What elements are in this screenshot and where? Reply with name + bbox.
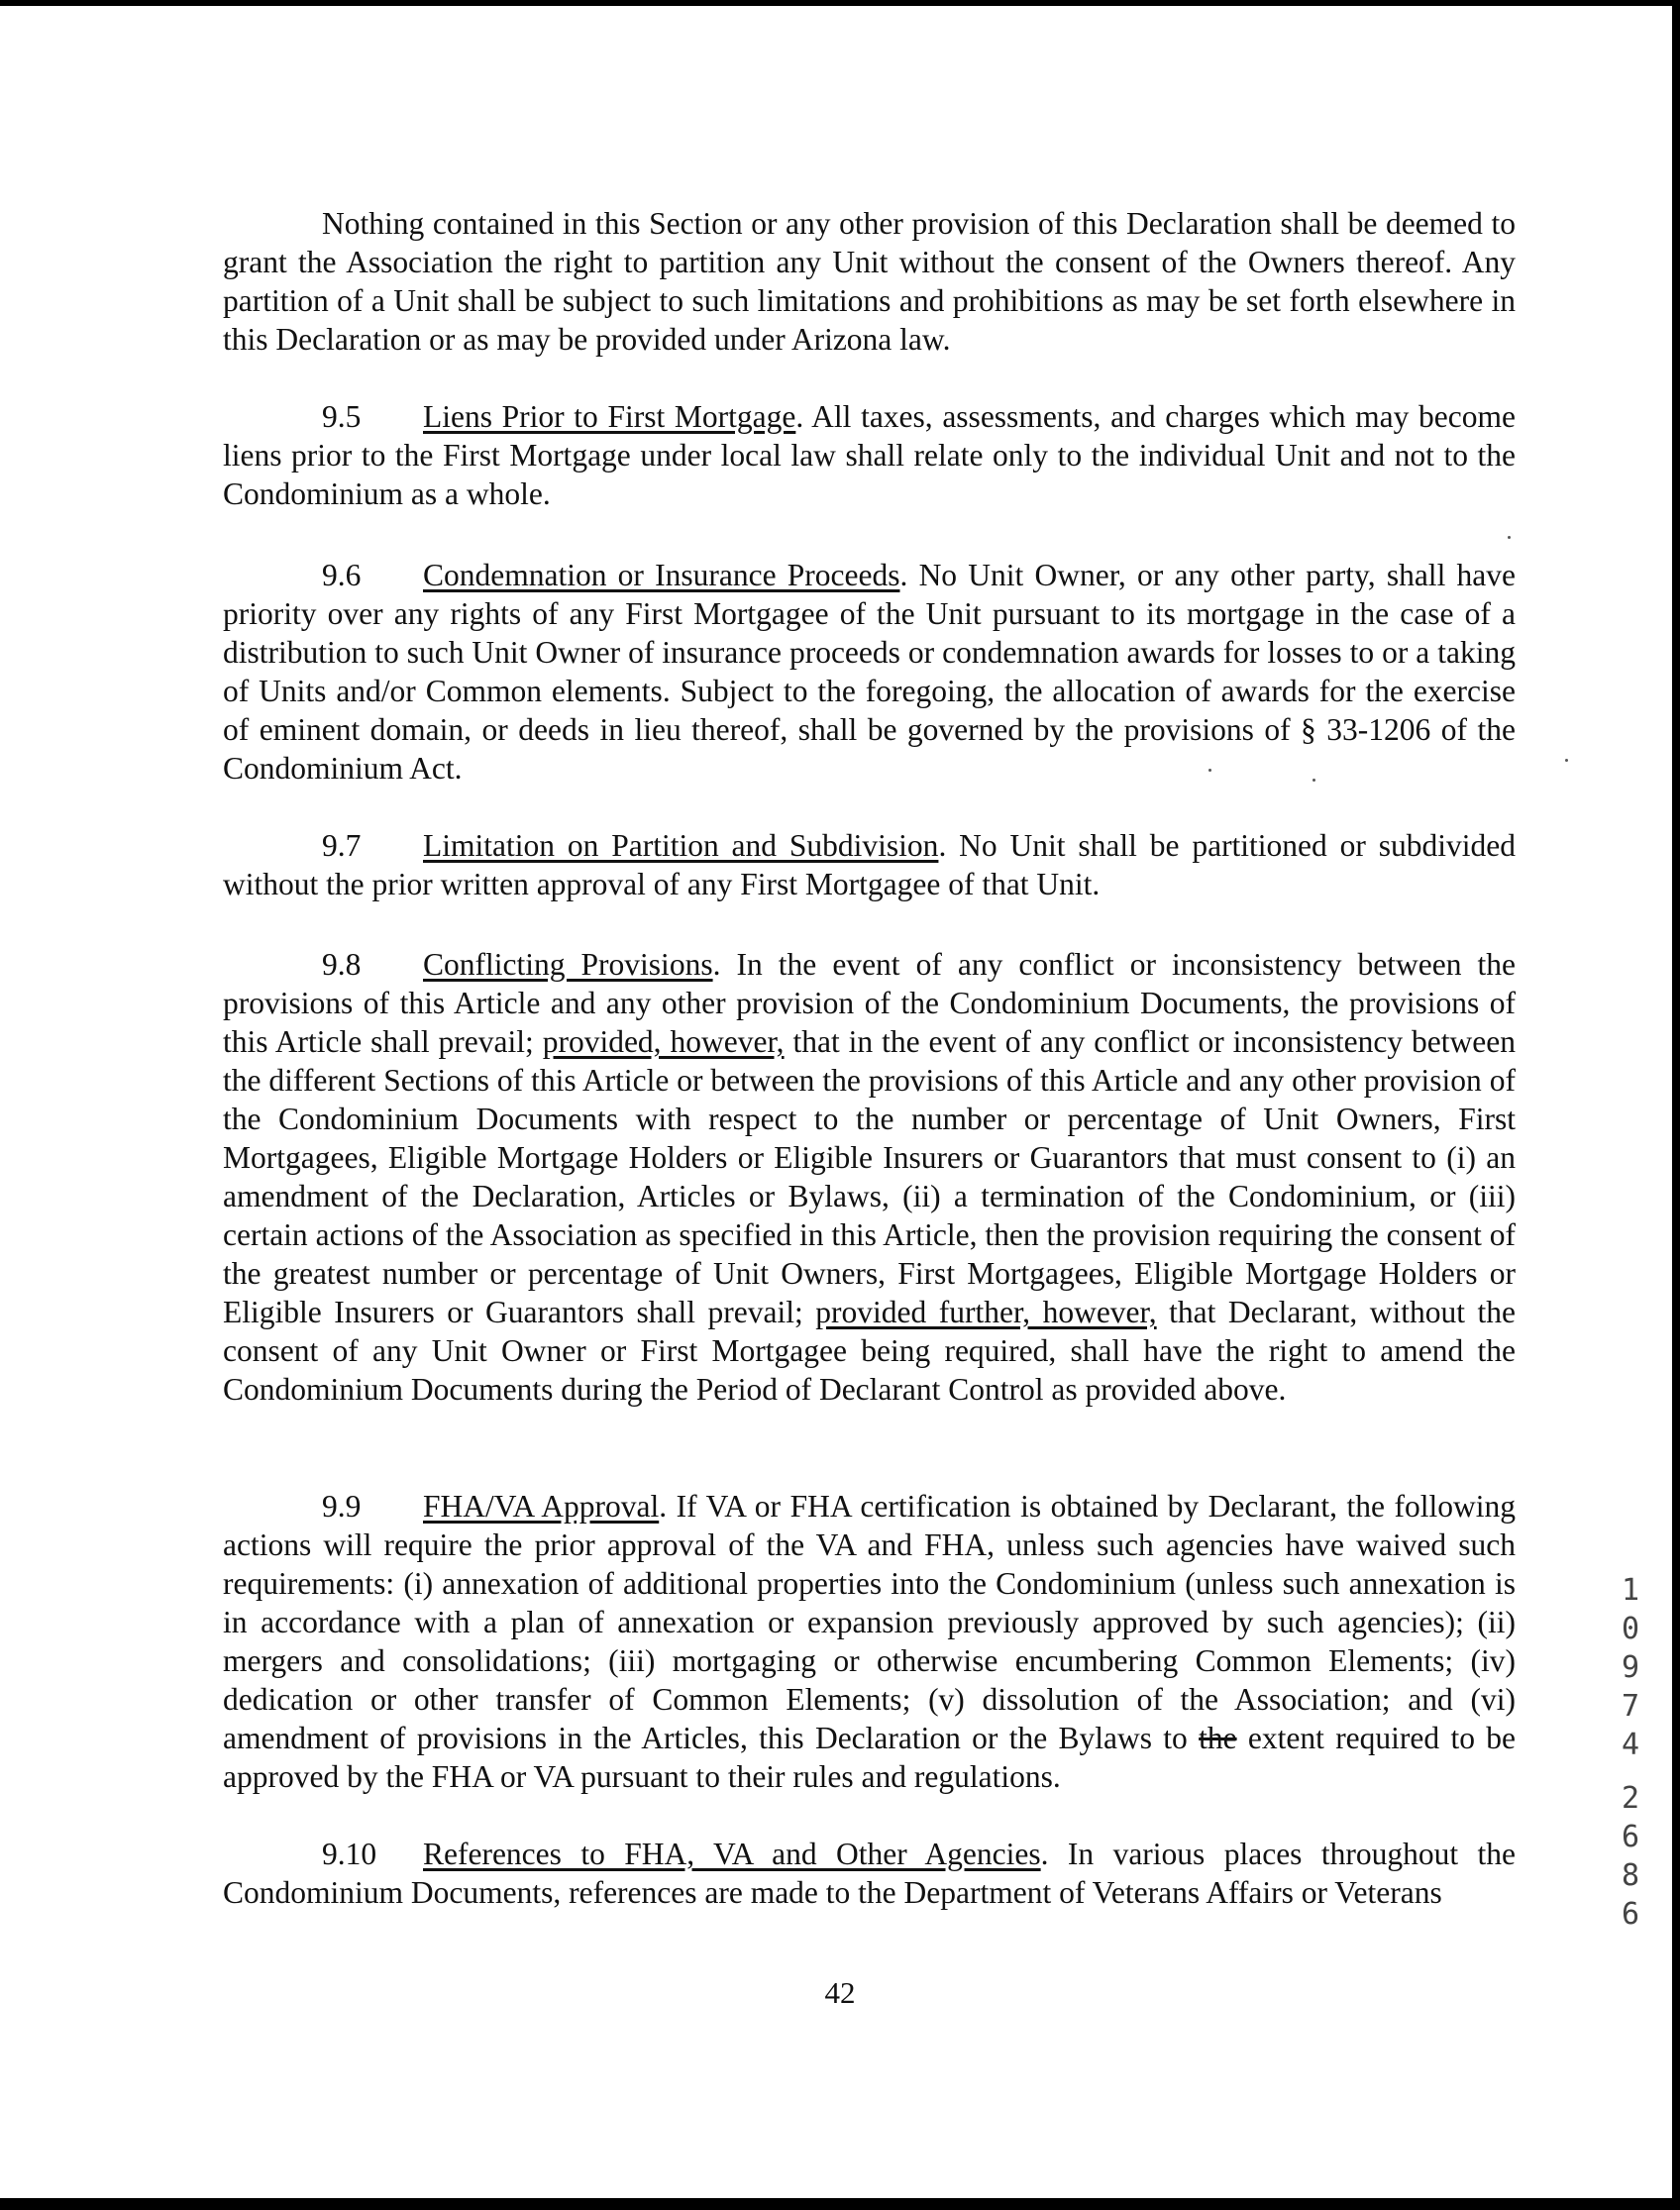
stamp-digit: 4 bbox=[1621, 1728, 1640, 1762]
section-number: 9.9 bbox=[322, 1489, 362, 1524]
scan-speck bbox=[1312, 779, 1315, 782]
stamp-digit: 0 bbox=[1621, 1612, 1640, 1646]
page-number: 42 bbox=[824, 1975, 856, 2010]
section-9-9 bbox=[223, 1487, 1516, 1796]
section-heading: References to FHA, VA and Other Agencies bbox=[423, 1837, 1041, 1871]
section-body: extent required to be approved by the FHA or VA pursuant to their rules and regulations. bbox=[223, 1721, 1516, 1794]
section-body: that in the event of any conflict or inconsistency between the different Sections of this Article or between the provisions of this Article and any other provision of the Condominium Documents with respect to the number or percentage of Unit Owners, First Mortgagees, Eligible Mortgage Holders or Eligible Insurers or Guarantors that must consent to (i) an amendment of the Declaration, Articles or Bylaws, (ii) a termination of the Condominium, or (iii) certain actions of the Association as specified in this Article, then the provision requiring the consent of the greatest number or percentage of Unit Owners, First Mortgagees, Eligible Mortgage Holders or Eligible Insurers or Guarantors shall prevail; bbox=[223, 1024, 1516, 1329]
stamp-digit: 8 bbox=[1621, 1858, 1640, 1893]
section-9-10 bbox=[223, 1835, 1516, 1912]
scan-speck bbox=[1565, 759, 1568, 762]
section-number: 9.10 bbox=[322, 1837, 377, 1871]
stamp-digit: 6 bbox=[1621, 1897, 1640, 1932]
section-number: 9.7 bbox=[322, 828, 362, 863]
section-9-7 bbox=[223, 826, 1516, 903]
section-9-5 bbox=[223, 397, 1516, 513]
section-body: that Declarant, without the consent of any Unit Owner or First Mortgagee being required, shall have the right to amend the Condominium Documents during the Period of Declarant Control as provided above. bbox=[223, 1295, 1516, 1407]
section-heading: FHA/VA Approval bbox=[423, 1489, 660, 1524]
section-body: . In the event of any conflict or inconsistency between the provisions of this Article and any other provision of the Condominium Documents, the provisions of this Article shall prevail; bbox=[223, 947, 1516, 1059]
scan-speck bbox=[1508, 536, 1511, 539]
section-9-6 bbox=[223, 556, 1516, 788]
recording-number-stamp-top bbox=[1617, 1571, 1644, 1764]
stamp-digit: 7 bbox=[1621, 1689, 1640, 1724]
section-body: . No Unit shall be partitioned or subdivided without the prior written approval of any First Mortgagee of that Unit. bbox=[223, 828, 1516, 901]
struck-word: the bbox=[1199, 1721, 1237, 1755]
section-9-8 bbox=[223, 945, 1516, 1409]
stamp-digit: 2 bbox=[1621, 1781, 1640, 1816]
section-heading: Conflicting Provisions bbox=[423, 947, 713, 982]
recording-number-stamp-bottom bbox=[1617, 1779, 1644, 1934]
proviso-emphasis: provided, however, bbox=[542, 1024, 785, 1059]
scan-speck bbox=[1208, 769, 1211, 772]
intro-paragraph bbox=[223, 204, 1516, 359]
section-number: 9.5 bbox=[322, 399, 362, 434]
intro-text: Nothing contained in this Section or any other provision of this Declaration shall be deemed to grant the Association the right to partition any Unit without the consent of the Owners thereof. Any partition of a Unit shall be subject to such limitations and prohibitions as may be set forth elsewhere in this Declaration or as may be provided under Arizona law. bbox=[223, 206, 1516, 357]
section-number: 9.8 bbox=[322, 947, 362, 982]
section-heading: Condemnation or Insurance Proceeds bbox=[423, 558, 900, 592]
section-heading: Limitation on Partition and Subdivision bbox=[423, 828, 939, 863]
stamp-digit: 6 bbox=[1621, 1820, 1640, 1854]
stamp-digit: 1 bbox=[1621, 1573, 1640, 1608]
section-body: . If VA or FHA certification is obtained by Declarant, the following actions will require the prior approval of the VA and FHA, unless such agencies have waived such requirements: (i) annexation of additional properties into the Condominium (unless such annexation is in accordance with a plan of annexation or expansion previously approved by such agencies); (ii) mergers and consolidations; (iii) mortgaging or otherwise encumbering Common Elements; (iv) dedication or other transfer of Common Elements; (v) dissolution of the Association; and (vi) amendment of provisions in the Articles, this Declaration or the Bylaws to bbox=[223, 1489, 1516, 1755]
proviso-emphasis: provided further, however, bbox=[815, 1295, 1157, 1329]
section-body: . In various places throughout the Condominium Documents, references are made to the Department of Veterans Affairs or Veterans bbox=[223, 1837, 1517, 1910]
section-body: . No Unit Owner, or any other party, shall have priority over any rights of any First Mortgagee of the Unit pursuant to its mortgage in the case of a distribution to such Unit Owner of insurance proceeds or condemnation awards for losses to or a taking of Units and/or Common elements. Subject to the foregoing, the allocation of awards for the exercise of eminent domain, or deeds in lieu thereof, shall be governed by the provisions of § 33-1206 of the Condominium Act. bbox=[223, 558, 1516, 786]
section-heading: Liens Prior to First Mortgage bbox=[423, 399, 796, 434]
section-body: . All taxes, assessments, and charges which may become liens prior to the First Mortgage under local law shall relate only to the individual Unit and not to the Condominium as a whole. bbox=[223, 399, 1516, 511]
section-number: 9.6 bbox=[322, 558, 362, 592]
stamp-digit: 9 bbox=[1621, 1650, 1640, 1685]
